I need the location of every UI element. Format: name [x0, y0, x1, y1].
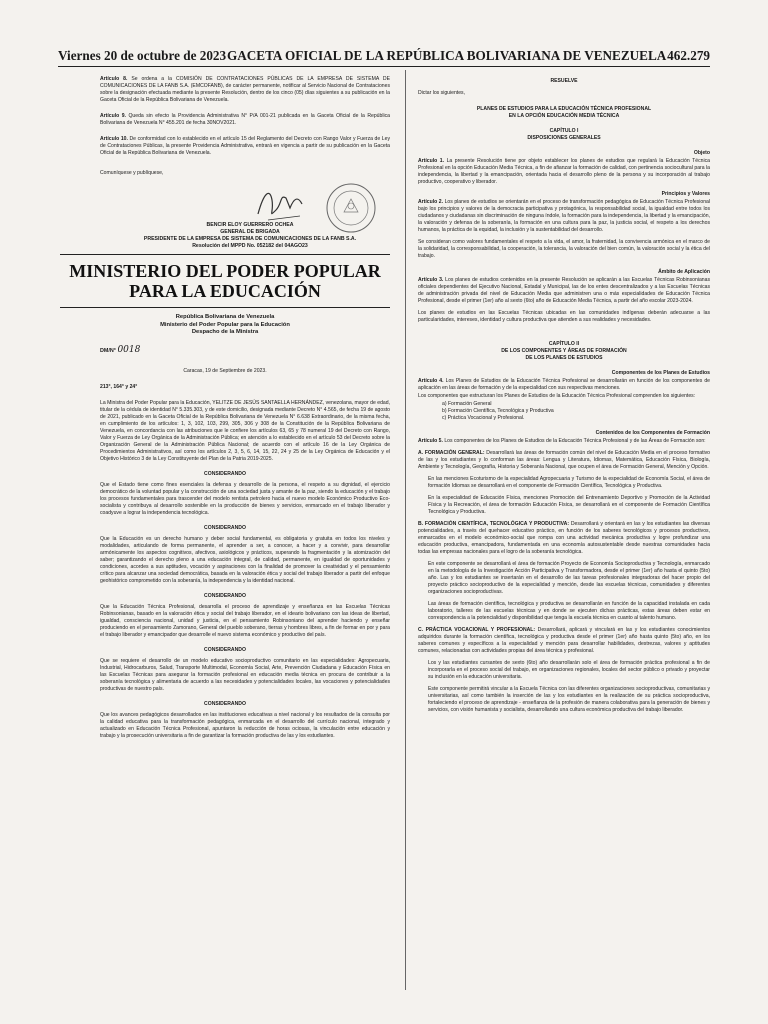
intro-paragraph: La Ministra del Poder Popular para la Educación, YELITZE DE JESÚS SANTAELLA HERNÁNDEZ, venezolana, mayor de edad, titular de la cédula de identidad N° 5.335.303, y de este domicilio, designada mediante Decreto N° 4.565, de fecha 19 de agosto de 2021, publicado en la Gaceta Oficial de la República Bolivariana de Venezuela N° 6.638 Extraordinario, de la misma fecha, en cumplimiento de los artículos: 1, 3, 102, 103, 299, 305, 306 y 308 de la Constitución de la República Bolivariana de Venezuela, en concordancia con las atribuciones que le confiere los artículos 63, 65 y 78 numeral 19 del Decreto con Rango, Valor y Fuerza de Ley Orgánica de la Administración Pública; en atención a lo establecido en el artículo 53 del Decreto sobre la Organización General de la Administración Pública Nacional; de acuerdo con el artículo 16 de la Ley Orgánica de Procedimientos Administrativos, así como los artículos 2, 3, 5, 6, 14, 15, 22, 24 y 25 de la Ley Orgánica de Educación y el Objetivo Histórico 3 de la Ley Constituyente del Plan de la Patria 2019-2025. — [100, 399, 390, 462]
section-ambito: Ámbito de Aplicación — [658, 269, 710, 275]
section-contenidos: Contenidos de los Componentes de Formación — [595, 430, 710, 436]
ministry-heading: MINISTERIO DEL PODER POPULAR PARA LA EDUCACIÓN — [69, 261, 381, 301]
considerando-3: Que la Educación Técnica Profesional, desarrolla el proceso de aprendizaje y enseñanza en las Escuelas Técnicas Robinsonianas, basado en la valoración ética y social del trabajo liberador, en el ideario bolivariano con las ideas de libertad, igualdad, consciencia nacional, unidad y justicia, en el pensamiento Robinsoniano del aprender haciendo y enseñar produciendo en el pensamiento Zamorano, General del pueblo soberano, tierras y hombres libres, a fin de formar en por y para el trabajo liberador y emancipador que desarrolle el nuevo sistema económico y productivo del país. — [100, 603, 390, 638]
section-objeto: Objeto — [693, 150, 710, 156]
header-date: Viernes 20 de octubre de 2023 — [58, 48, 227, 63]
chapter-2-heading: CAPÍTULO II DE LOS COMPONENTES Y ÁREAS DE FORMACIÓN DE LOS PLANES DE ESTUDIOS — [501, 341, 627, 361]
left-column — [60, 76, 390, 745]
considerando-1: Que el Estado tiene como fines esenciales la defensa y desarrollo de la persona, el respeto a su dignidad, el ejercicio democrático de la voluntad popular y la construcción de una sociedad justa y amante de la paz, siendo la educación y el trabajo los procesos fundamentales para trascender del modelo rentista petrolero hacia el nuevo modelo Económico Productivo Eco-socialista y contribuya al desarrollo sostenible en la producción de bienes y servicios, enmarcado en el trabajo liberador y coadyuve a lograr la independencia tecnológica. — [100, 481, 390, 516]
header-page-number: 462.279 — [667, 48, 710, 63]
signatory: BENCIR ELOY GUERRERO OCHEA GENERAL DE BRIGADA PRESIDENTE DE LA EMPRESA DE SISTEMA DE COMUNICACIONES DE LA FANB S.A. Resolución del MPPD No. 052182 del 04AGO23 — [143, 222, 357, 249]
article-4-intro: Los componentes que estructuran los Planes de Estudios de la Educación Técnica Profesional comprenden los siguientes: — [418, 393, 696, 399]
chapter-1-heading: CAPÍTULO I DISPOSICIONES GENERALES — [527, 128, 601, 141]
considerando-heading: CONSIDERANDO — [204, 524, 246, 531]
considerando-2: Que la Educación es un derecho humano y deber social fundamental, es obligatoria y gratuita en todos los niveles y modalidades, articulando de forma permanente, el aprender a ser, a conocer, a hacer y a convivir, para desarrollar armónicamente los aspectos cognitivos, afectivos, axiológicos y prácticos, superando la fragmentación y la atomización del saber; garantizando el derecho pleno a una educación integral, de calidad, permanente, en igualdad de oportunidades y condiciones, acordes a sus aptitudes, vocación y aspiraciones con la finalidad de promover la creatividad y el pensamiento crítico para alcanzar una sociedad democrática, basada en la valoración ética y social del trabajo liberador a partir del enfoque geohistórico comprometido con la soberanía, la independencia y la identidad nacional. — [100, 535, 390, 584]
considerando-5: Que los avances pedagógicos desarrollados en las instituciones educativas a nivel nacional y los resultados de la consulta por la calidad educativa para la transformación pedagógica, enmarcada en el desarrollo del currículo nacional, integrado y actualizado en Educación Técnica Profesional, apuntaron la reducción de horas ociosas, la vinculación entre educación y trabajo y la prosecución universitaria a fin de garantizar la formación productiva de las y los estudiantes. — [100, 711, 390, 739]
resolution-number: DM/N° 0018 — [100, 344, 141, 355]
considerando-heading: CONSIDERANDO — [204, 646, 246, 653]
ministry-subheading: República Bolivariana de Venezuela Ministerio del Poder Popular para la Educación Despacho de la Ministra — [160, 314, 290, 335]
section-rule — [60, 254, 390, 255]
considerando-heading: CONSIDERANDO — [204, 700, 246, 707]
gazette-header — [58, 48, 710, 64]
component-c: C. PRÁCTICA VOCACIONAL Y PROFESIONAL: Desarrollará, aplicará y vinculará en las y los estudiantes conocimientos adquiridos durante la formación científica, tecnológica y productiva desde el primer (1er) año hasta quinto (5to) año, en los saberes comunes y específicos a la especialidad y mención para desarrollar habilidades, destrezas, valores y aptitudes comunes, relacionadas con actividades propias del área técnica y profesional. — [418, 627, 711, 654]
years: 213°, 164° y 24° — [100, 383, 138, 390]
article-3-indigenous: Los planes de estudios en las Escuelas Técnicas ubicadas en las comunidades indígenas deberán adecuarse a las particularidades, intereses, identidad y cultura productiva que atienden a sus realidades y necesidades. — [418, 310, 710, 323]
header-rule — [58, 66, 710, 67]
column-divider — [405, 70, 406, 990]
comuniquese-line: Comuníquese y publíquese, — [100, 170, 164, 176]
handwritten-signature — [250, 184, 310, 224]
section-rule-2 — [60, 307, 390, 308]
header-title: GACETA OFICIAL DE LA REPÚBLICA BOLIVARIANA DE VENEZUELA — [226, 48, 667, 63]
resuelve-heading: RESUELVE — [550, 78, 578, 84]
component-a: A. FORMACIÓN GENERAL: Desarrollará las áreas de formación común del nivel de Educación Media en el proceso formativo de las y los estudiantes y lo conforman las áreas: Lengua y Literatura, Idiomas, Matemática, Educación Física, Biología, Ambiente y Tecnología, Geografía, Historia y Soberanía Nacional, que ocupen el área de Formación General, Mención y Opción. — [418, 450, 710, 470]
considerando-4: Que se requiere el desarrollo de un modelo educativo socioproductivo comunitario en las especialidades: Agropecuaria, Industrial, Hidrocarburos, Salud, Transporte Multimodal, Economía Social, Arte, Prevención Ciudadana y Educación Física en las Escuelas Técnicas para asegurar la formación profesional en educación media técnica en procura de contribuir a la soberanía tecnológica y alimentaria de acuerdo a las necesidades y potencialidades locales, las vocaciones y potencialidades productivas de nuestro país. — [100, 657, 390, 692]
place-date: Caracas, 19 de Septiembre de 2023. — [183, 367, 267, 374]
article-9: Artículo 9. Queda sin efecto la Providencia Administrativa N° P/A 001-21 publicada en la Gaceta Oficial de la República Bolivariana de Venezuela N° 455.201 de fecha 30NOV2021. — [100, 113, 390, 126]
component-b-note-2: Las áreas de formación científica, tecnológica y productiva se desarrollarán en función de la capacidad instalada en cada laboratorio, talleres de las escuelas técnicas y en donde se ejecuten dichas prácticas, estas áreas deben estar en correspondencia a la potencialidad y disponibilidad que tenga la escuela técnica en cuanto al talento humano. — [428, 601, 710, 621]
list-item: b) Formación Científica, Tecnológica y Productiva — [442, 408, 554, 414]
article-2-values: Se consideran como valores fundamentales el respeto a la vida, el amor, la fraternidad, la convivencia armónica en el marco de la solidaridad, la corresponsabilidad, la cooperación, la tolerancia, la valoración del bien común, la valoración social y la ética del trabajo. — [418, 239, 710, 259]
article-2: Artículo 2. Los planes de estudios se orientarán en el proceso de transformación pedagógica de Educación Técnica Profesional bajo los principios y valores de la democracia participativa y protagónica, la responsabilidad social, la igualdad entre todos los ciudadanos y ciudadanas sin discriminación de ninguna índole, la formación para la independencia, la libertad y la emancipación, la valoración y defensa de la soberanía, la formación en una cultura para la paz, la justicia social, el respeto a los derechos humanos, la práctica de la equidad, la inclusión y la sustentabilidad del desarrollo. — [418, 199, 710, 233]
components-list — [418, 401, 710, 422]
plan-title: PLANES DE ESTUDIOS PARA LA EDUCACIÓN TÉCNICA PROFESIONAL EN LA OPCIÓN EDUCACIÓN MEDIA TÉCNICA — [476, 106, 652, 119]
component-c-note-1: Los y las estudiantes cursantes de sexto (6to) año desarrollarán solo el área de formación práctica profesional a fin de incorporarla en el proceso social del trabajo, en organizaciones regionales, locales del sector público o privado y proyectar su inclusión en la educación universitaria. — [428, 660, 710, 680]
component-b: B. FORMACIÓN CIENTÍFICA, TECNOLÓGICA Y PRODUCTIVA: Desarrollará y orientará en las y los estudiantes las diversas potencialidades, a través del quehacer educativo práctico, en función de los saberes tecnológicos y procesos productivos, enmarcados en el modelo económico-social que rompa con una actividad mecánica productiva y logre profundizar una educación productiva, emancipadora, fundamentada en una economía autosustentable desde nuestras comunidades hacia todas las empresas nacionales para el logro de la soberanía tecnológica. — [418, 521, 710, 555]
considerando-heading: CONSIDERANDO — [204, 592, 246, 599]
right-column — [418, 78, 710, 719]
component-a-note-1: En las menciones Ecoturismo de la especialidad Agropecuaria y Turismo de la especialidad de Economía Social, el área de formación Idiomas se desarrollará en el componente de Formación Científica, Tecnológica y Productiva. — [428, 476, 710, 489]
article-8: Artículo 8. Se ordena a la COMISIÓN DE CONTRATACIONES PÚBLICAS DE LA EMPRESA DE SISTEMA DE COMUNICACIONES DE LA FANB S.A. (EMCOFANB), de carácter permanente, notificar al Servicio Nacional de Contrataciones sobre la designación efectuada mediante la presente Resolución, dentro de los cinco (05) días siguientes a su publicación en la Gaceta Oficial de la República Bolivariana de Venezuela. — [100, 76, 390, 103]
section-principios: Principios y Valores — [661, 191, 710, 197]
article-1: Artículo 1. La presente Resolución tiene por objeto establecer los planes de estudios que regulará la Educación Técnica Profesional en la opción Educación Media Técnica, a fin de afianzar la formación de calidad, con pertinencia sociocultural para la independencia, la libertad y la emancipación, orientada hacia el desarrollo pleno de la persona y su incorporación al trabajo productivo, cooperativo y liberador. — [418, 158, 710, 185]
component-c-note-2: Este componente permitirá vincular a la Escuela Técnica con las diferentes organizaciones socioproductivas, comunitarias y universitarias, así como también la inserción de las y los estudiantes en la realización de su práctica socioproductiva, fortaleciendo el proceso de aprendizaje - enseñanza de la profesión de manera colaborativa para la generación de bienes y servicios, con visión humanista y socialista, desarrollando una cultura económica productiva del trabajo liberador. — [428, 686, 710, 713]
article-4: Artículo 4. Los Planes de Estudios de la Educación Técnica Profesional se desarrollarán en función de los componentes de aplicación en las áreas de formación y de la especialidad con sus respectivas menciones. — [418, 378, 710, 391]
section-componentes: Componentes de los Planes de Estudios — [611, 370, 710, 376]
article-3: Artículo 3. Los planes de estudios contenidos en la presente Resolución se aplicarán a las Escuelas Técnicas Robinsonianas oficiales dependientes del Ejecutivo Nacional, Estadal y Municipal, las de los entes descentralizados y a las Escuelas Técnicas de administración privada del nivel de Educación Media que administren una o más especialidades de Educación Técnica Profesional, desde el primer (1er) año al sexto (6to) año de Educación Media Técnica, a partir del año escolar 2023-2024. — [418, 277, 710, 304]
component-b-note-1: En este componente se desarrollará el área de formación Proyecto de Economía Socioproductiva y Tecnología, enmarcado en la metodología de la Investigación Acción Participativa y Transformadora, desde el primer (1er) año hasta el quinto (5to) año. Las y los estudiantes se insertarán en el desarrollo de las tareas profesionales integradoras del hacer propio del proyecto práctico socioproductivo de la especialidad y mención, desde las escuelas técnicas, comunidades y diferentes organizaciones socioproductivas. — [428, 561, 710, 595]
dictar-line: Dictar los siguientes, — [418, 90, 465, 96]
article-5: Artículo 5. Los componentes de los Planes de Estudios de la Educación Técnica Profesional y de las Áreas de Formación son: — [418, 438, 706, 444]
signature-block — [100, 182, 390, 250]
component-a-note-2: En la especialidad de Educación Física, menciones Promoción del Entrenamiento Deportivo y Promoción de la Actividad Física y la Recreación, el área de formación Educación Física, se desarrollará en el componente de Formación Científica Tecnológica y Productiva. — [428, 495, 710, 515]
article-10: Artículo 10. De conformidad con lo establecido en el artículo 15 del Reglamento del Decreto con Rango Valor y Fuerza de Ley de Contrataciones Públicas, la presente Providencia Administrativa, entrará en vigencia a partir de su publicación en la Gaceta Oficial de la República Bolivariana de Venezuela. — [100, 136, 390, 156]
list-item: c) Práctica Vocacional y Profesional. — [442, 415, 525, 421]
list-item: a) Formación General — [442, 401, 492, 407]
considerando-heading: CONSIDERANDO — [204, 470, 246, 477]
